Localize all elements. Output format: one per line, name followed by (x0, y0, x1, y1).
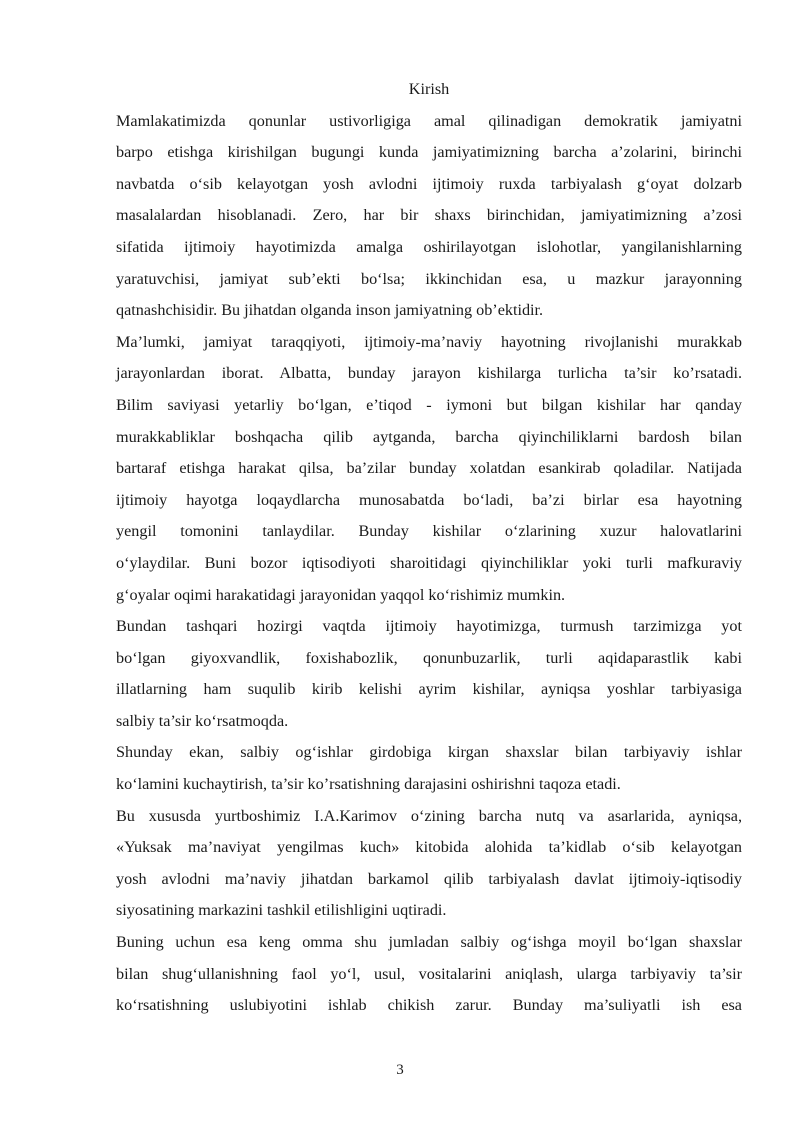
text-line: qatnashchisidir. Bu jihatdan olganda inson jamiyatning ob’ektidir. (116, 301, 544, 320)
text-line: ijtimoiy hayotga loqaydlarcha munosabatda bo‘ladi, ba’zi birlar esa hayotning (116, 490, 742, 509)
text-line: murakkabliklar boshqacha qilib aytganda, barcha qiyinchiliklarni bardosh bilan (116, 427, 742, 446)
text-line: Buning uchun esa keng omma shu jumladan salbiy og‘ishga moyil bo‘lgan shaxslar (116, 933, 742, 952)
text-line: bo‘lgan giyoxvandlik, foxishabozlik, qonunbuzarlik, turli aqidaparastlik kabi (116, 648, 742, 667)
text-line: Bundan tashqari hozirgi vaqtda ijtimoiy hayotimizga, turmush tarzimizga yot (116, 617, 742, 636)
document-body (116, 106, 742, 1022)
text-line: g‘oyalar oqimi harakatidagi jarayonidan yaqqol ko‘rishimiz mumkin. (116, 585, 566, 604)
text-line: ko‘lamini kuchaytirish, ta’sir ko’rsatishning darajasini oshirishni taqoza etadi. (116, 775, 621, 794)
text-line: Bu xususda yurtboshimiz I.A.Karimov o‘zining barcha nutq va asarlarida, ayniqsa, (116, 806, 742, 825)
text-line: masalalardan hisoblanadi. Zero, har bir shaxs birinchidan, jamiyatimizning a’zosi (116, 206, 742, 225)
paragraph (116, 737, 742, 800)
text-line: barpo etishga kirishilgan bugungi kunda jamiyatimizning barcha a’zolarini, birinchi (116, 143, 742, 162)
text-line: illatlarning ham suqulib kirib kelishi ayrim kishilar, ayniqsa yoshlar tarbiyasiga (116, 680, 742, 699)
text-line: yengil tomonini tanlaydilar. Bunday kishilar o‘zlarining xuzur halovatlarini (116, 522, 742, 541)
text-line: «Yuksak ma’naviyat yengilmas kuch» kitobida alohida ta’kidlab o‘sib kelayotgan (116, 838, 742, 857)
text-line: o‘ylaydilar. Buni bozor iqtisodiyoti sharoitidagi qiyinchiliklar yoki turli mafkuraviy (116, 553, 742, 572)
text-line: yosh avlodni ma’naviy jihatdan barkamol qilib tarbiyalash davlat ijtimoiy-iqtisodiy (116, 869, 742, 888)
text-line: salbiy ta’sir ko‘rsatmoqda. (116, 711, 289, 730)
page-number: 3 (396, 1062, 404, 1078)
paragraph (116, 327, 742, 611)
text-line: ko‘rsatishning uslubiyotini ishlab chikish zarur. Bunday ma’suliyatli ish esa (116, 996, 742, 1015)
text-line: Bilim saviyasi yetarliy bo‘lgan, e’tiqod - iymoni but bilgan kishilar har qanday (116, 395, 742, 414)
paragraph (116, 611, 742, 737)
text-line: bartaraf etishga harakat qilsa, ba’zilar bunday xolatdan esankirab qoladilar. Natijada (116, 459, 742, 478)
document-title: Kirish (408, 80, 450, 98)
paragraph (116, 927, 742, 1022)
text-line: navbatda o‘sib kelayotgan yosh avlodni ijtimoiy ruxda tarbiyalash g‘oyat dolzarb (116, 174, 742, 193)
text-line: sifatida ijtimoiy hayotimizda amalga oshirilayotgan islohotlar, yangilanishlarning (116, 237, 742, 256)
paragraph (116, 106, 742, 327)
text-line: Shunday ekan, salbiy og‘ishlar girdobiga kirgan shaxslar bilan tarbiyaviy ishlar (116, 743, 742, 762)
text-line: siyosatining markazini tashkil etilishligini uqtiradi. (116, 901, 447, 920)
text-line: Mamlakatimizda qonunlar ustivorligiga amal qilinadigan demokratik jamiyatni (116, 111, 742, 130)
paragraph (116, 801, 742, 927)
text-line: Ma’lumki, jamiyat taraqqiyoti, ijtimoiy-ma’naviy hayotning rivojlanishi murakkab (116, 332, 742, 351)
text-line: yaratuvchisi, jamiyat sub’ekti bo‘lsa; ikkinchidan esa, u mazkur jarayonning (116, 269, 742, 288)
text-line: bilan shug‘ullanishning faol yo‘l, usul, vositalarini aniqlash, ularga tarbiyaviy ta’sir (116, 964, 742, 983)
text-line: jarayonlardan iborat. Albatta, bunday jarayon kishilarga turlicha ta’sir ko’rsatadi. (116, 364, 742, 383)
document-page (116, 74, 742, 1022)
